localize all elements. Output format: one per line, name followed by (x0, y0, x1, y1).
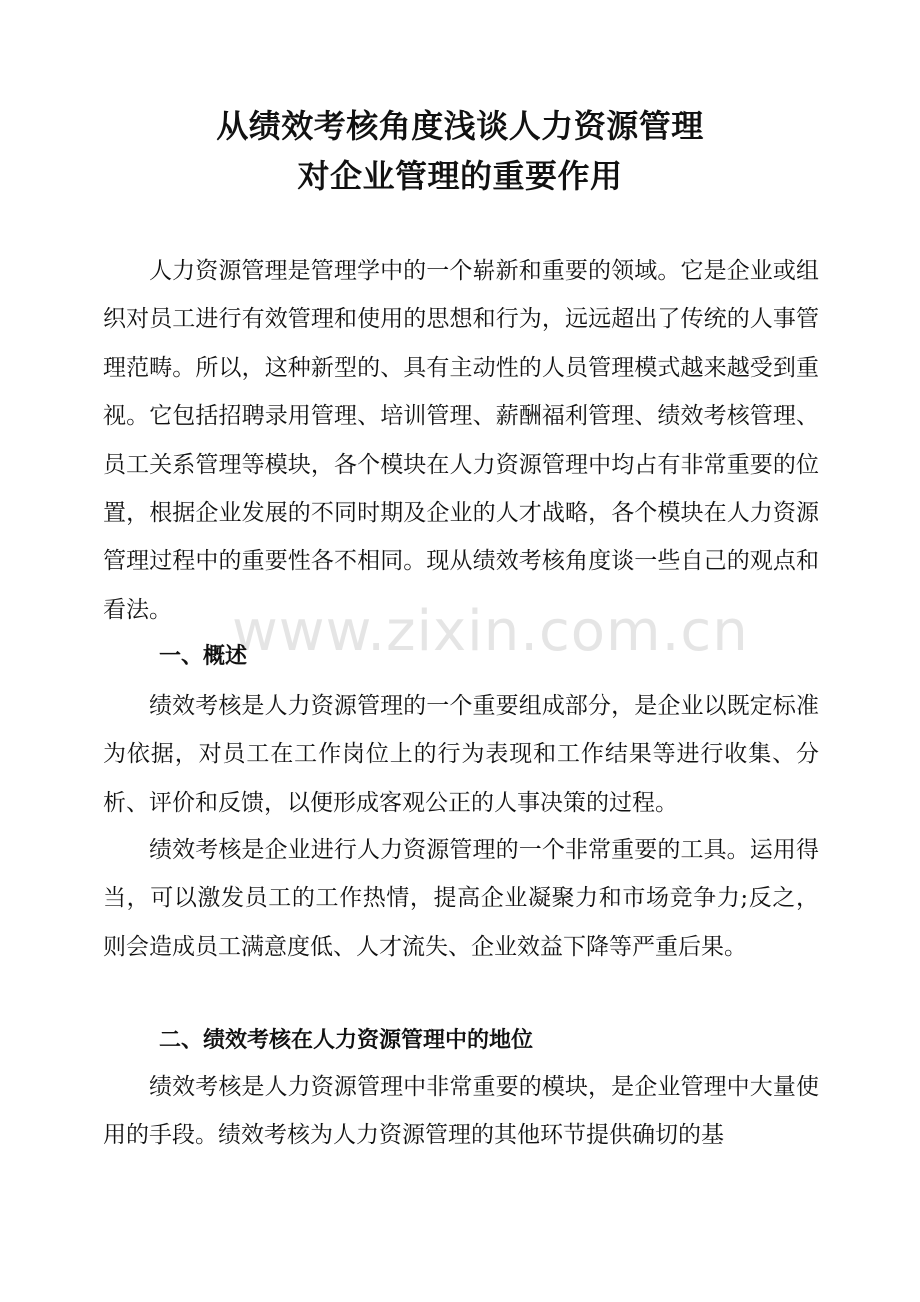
section2-heading: 二、绩效考核在人力资源管理中的地位 (159, 1028, 534, 1053)
section2-paragraph1: 绩效考核是人力资源管理中非常重要的模块，是企业管理中大量使用的手段。绩效考核为人力资源管理的其他环节提供确切的基 (103, 1074, 819, 1149)
section1-paragraph2: 绩效考核是企业进行人力资源管理的一个非常重要的工具。运用得当，可以激发员工的工作热情，提高企业凝聚力和市场竞争力;反之，则会造成员工满意度低、人才流失、企业效益下降等严重后果。 (103, 837, 819, 960)
section1-paragraph1: 绩效考核是人力资源管理的一个重要组成部分，是企业以既定标准为依据，对员工在工作岗位上的行为表现和工作结果等进行收集、分析、评价和反馈，以便形成客观公正的人事决策的过程。 (103, 693, 819, 816)
section1-heading: 一、概述 (159, 644, 248, 669)
intro-paragraph: 人力资源管理是管理学中的一个崭新和重要的领域。它是企业或组织对员工进行有效管理和使用的思想和行为，远远超出了传统的人事管理范畴。所以，这种新型的、具有主动性的人员管理模式越来越受到重视。它包括招聘录用管理、培训管理、薪酬福利管理、绩效考核管理、员工关系管理等模块，各个模块在人力资源管理中均占有非常重要的位置，根据企业发展的不同时期及企业的人才战略，各个模块在人力资源管理过程中的重要性各不相同。现从绩效考核角度谈一些自己的观点和看法。 (103, 258, 819, 623)
document-title-line1: 从绩效考核角度浅谈人力资源管理 (216, 107, 704, 145)
document-title-line2: 对企业管理的重要作用 (297, 157, 623, 195)
watermark: www.zixin.com.cn (232, 599, 749, 664)
